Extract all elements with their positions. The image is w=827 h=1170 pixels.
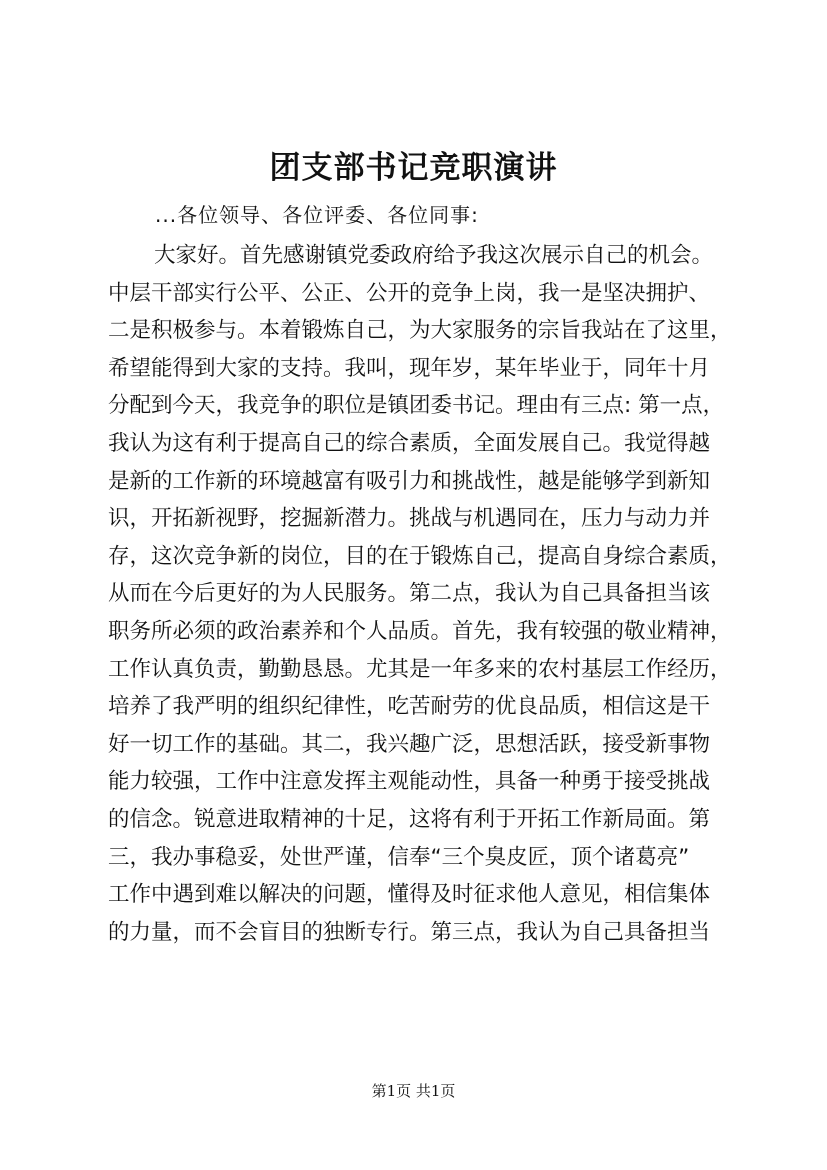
body-line: 能力较强，工作中注意发挥主观能动性，具备一种勇于接受挑战: [108, 769, 711, 795]
body-line: 好一切工作的基础。其二，我兴趣广泛，思想活跃，接受新事物: [108, 731, 711, 757]
body-line: 工作认真负责，勤勤恳恳。尤其是一年多来的农村基层工作经历，: [108, 656, 732, 682]
body-line: 中层干部实行公平、公正、公开的竞争上岗，我一是坚决拥护、: [108, 280, 711, 306]
body-line: 工作中遇到难以解决的问题，懂得及时征求他人意见，相信集体: [108, 882, 711, 908]
body-line: 的信念。锐意进取精神的十足，这将有利于开拓工作新局面。第: [108, 806, 711, 832]
body-line: 培养了我严明的组织纪律性，吃苦耐劳的优良品质，相信这是干: [108, 694, 711, 720]
body-line: 存，这次竞争新的岗位，目的在于锻炼自己，提高自身综合素质，: [108, 543, 732, 569]
body-line: 是新的工作新的环境越富有吸引力和挑战性，越是能够学到新知: [108, 468, 711, 494]
body-line: 我认为这有利于提高自己的综合素质，全面发展自己。我觉得越: [108, 430, 711, 456]
body-line: 二是积极参与。本着锻炼自己，为大家服务的宗旨我站在了这里，: [108, 318, 732, 344]
salutation-line: ...各位领导、各位评委、各位同事:: [155, 203, 479, 227]
body-line: 职务所必须的政治素养和个人品质。首先，我有较强的敬业精神，: [108, 618, 732, 644]
body-line: 大家好。首先感谢镇党委政府给予我这次展示自己的机会。: [154, 243, 714, 268]
body-line: 的力量，而不会盲目的独断专行。第三点，我认为自己具备担当: [108, 919, 711, 945]
body-line: 希望能得到大家的支持。我叫，现年岁，某年毕业于，同年十月: [108, 355, 711, 381]
document-title: 团支部书记竞职演讲: [269, 150, 558, 186]
body-line: 三，我办事稳妥，处世严谨，信奉“三个臭皮匠，顶个诸葛亮”: [108, 844, 690, 870]
body-line: 分配到今天，我竞争的职位是镇团委书记。理由有三点: 第一点，: [108, 393, 725, 419]
body-line: 从而在今后更好的为人民服务。第二点，我认为自己具备担当该: [108, 581, 711, 607]
body-line: 识，开拓新视野，挖掘新潜力。挑战与机遇同在，压力与动力并: [108, 506, 711, 532]
page-footer: 第1页 共1页: [371, 1082, 456, 1100]
body-text: [108, 237, 748, 951]
